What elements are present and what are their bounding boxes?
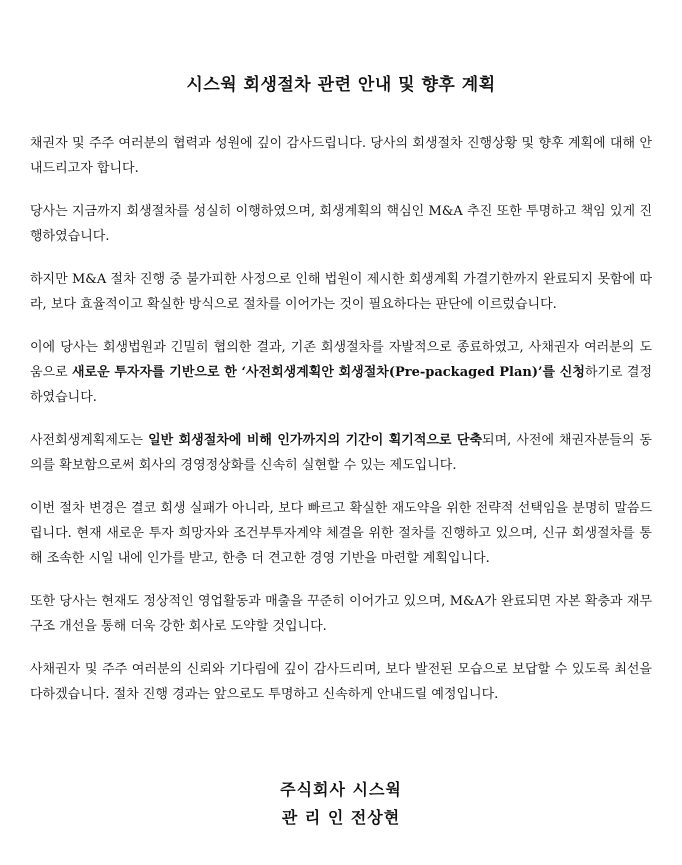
paragraph [30,428,652,478]
emphasized-text: 새로운 투자자를 기반으로 한 ‘사전회생계획안 회생절차(Pre-packaged Plan)’를 신청 [71,365,585,380]
paragraph-text: 당사는 지금까지 회생절차를 성실히 이행하였으며, 회생계획의 핵심인 M&A 추진 또한 투명하고 책임 있게 진행하였습니다. [30,204,652,244]
emphasized-text: 일반 회생절차에 비해 인가까지의 기간이 획기적으로 단축 [148,433,483,448]
paragraph-text: 이번 절차 변경은 결코 회생 실패가 아니라, 보다 빠르고 확실한 재도약을 위한 전략적 선택임을 분명히 말씀드립니다. 현재 새로운 투자 희망자와 조건부투자계약 체결을 위한 절차를 진행하고 있으며, 신규 회생절차를 통해 조속한 시일 내에 인가를 받고, 한층 더 견고한 경영 기반을 마련할 계획입니다. [30,501,652,566]
paragraph-text: 이에 당사는 회생법원과 긴밀히 협의한 결과, 기존 회생절차를 자발적으로 종료하였고, 사채권자 여러분의 도움으로 [30,340,652,380]
paragraph-text: 또한 당사는 현재도 정상적인 영업활동과 매출을 꾸준히 이어가고 있으며, M&A가 완료되면 자본 확충과 재무구조 개선을 통해 더욱 강한 회사로 도약할 것입니다. [30,594,652,634]
paragraph-text: 사전회생계획제도는 [30,433,149,448]
paragraph [30,335,652,410]
administrator-name: 관 리 인 전상현 [281,808,401,827]
paragraph-text: 하지만 M&A 절차 진행 중 불가피한 사정으로 인해 법원이 제시한 회생계획 가결기한까지 완료되지 못함에 따라, 보다 효율적이고 확실한 방식으로 절차를 이어가는 것이 필요하다는 판단에 이르렀습니다. [30,272,652,312]
paragraph-text: 하기로 결정하였습니다. [30,365,652,405]
document-body [30,131,652,725]
paragraph [30,496,652,571]
paragraph [30,267,652,317]
document-title: 시스웍 회생절차 관련 안내 및 향후 계획 [186,75,496,95]
signature-block [0,776,682,832]
paragraph-text: 되며, 사전에 채권자분들의 동의를 확보함으로써 회사의 경영정상화를 신속히 실현할 수 있는 제도입니다. [30,433,652,473]
paragraph [30,199,652,249]
paragraph [30,589,652,639]
paragraph-text: 사채권자 및 주주 여러분의 신뢰와 기다림에 깊이 감사드리며, 보다 발전된 모습으로 보답할 수 있도록 최선을 다하겠습니다. 절차 진행 경과는 앞으로도 투명하고 신속하게 안내드릴 예정입니다. [30,662,652,702]
company-name: 주식회사 시스웍 [280,780,402,799]
paragraph [30,657,652,707]
paragraph [30,131,652,181]
paragraph-text: 채권자 및 주주 여러분의 협력과 성원에 깊이 감사드립니다. 당사의 회생절차 진행상황 및 향후 계획에 대해 안내드리고자 합니다. [30,136,652,176]
